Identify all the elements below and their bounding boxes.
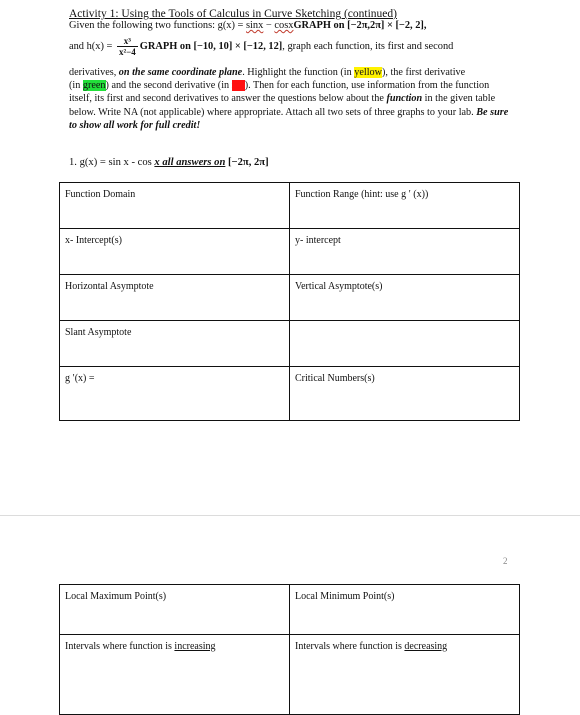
g-prime-cell[interactable]: g ′(x) = <box>60 367 290 421</box>
table-row <box>60 635 520 715</box>
question-1-interval: [−2π, 2π] <box>225 157 269 168</box>
function-range-cell[interactable] <box>290 183 520 229</box>
full-credit-text: Be sure to show all work for full credit! <box>69 106 509 131</box>
table-row <box>60 367 520 421</box>
instruction-paragraph <box>69 66 511 132</box>
sinx-text: sinx <box>246 20 264 31</box>
page-title: Activity 1: Using the Tools of Calculus in Curve Sketching (continued) <box>69 8 397 20</box>
instruction-line-2 <box>69 36 453 57</box>
critical-numbers-cell[interactable]: Critical Numbers(s) <box>290 367 520 421</box>
horizontal-asymptote-cell[interactable]: Horizontal Asymptote <box>60 275 290 321</box>
para-a: derivatives, <box>69 67 119 78</box>
para-d: ), the first derivative <box>381 67 466 78</box>
all-answers-text: x all answers on <box>154 157 226 168</box>
h-fraction <box>117 36 138 57</box>
page-separator <box>0 515 580 516</box>
increasing-word: increasing <box>174 641 216 652</box>
same-plane-text: on the same coordinate plane <box>118 67 243 78</box>
question-1 <box>69 157 269 168</box>
local-maximum-cell[interactable]: Local Maximum Point(s) <box>60 585 290 635</box>
table-row <box>60 275 520 321</box>
vertical-asymptotes-cell[interactable]: Vertical Asymptote(s) <box>290 275 520 321</box>
y-intercept-cell[interactable]: y- intercept <box>290 229 520 275</box>
function-emphasis: function <box>386 93 423 105</box>
fraction-numerator: x³ <box>117 36 138 47</box>
fraction-denominator: x²−4 <box>118 47 136 57</box>
decreasing-intervals-cell[interactable] <box>290 635 520 715</box>
table-row <box>60 321 520 367</box>
graph-window-h: GRAPH on [−10, 10] × [−12, 12] <box>139 40 283 52</box>
red-highlight: red <box>231 80 245 92</box>
para-h: in the given table below. Write NA (not applicable) where appropriate. Attach all two sets of three graphs to your lab. <box>69 93 496 118</box>
answer-table-2 <box>59 584 520 715</box>
increasing-intervals-cell[interactable] <box>60 635 290 715</box>
table-row <box>60 585 520 635</box>
decreasing-word: decreasing <box>404 641 448 652</box>
para-c: . Highlight the function (in <box>242 67 355 78</box>
answer-table-1 <box>59 182 520 421</box>
local-minimum-cell[interactable]: Local Minimum Point(s) <box>290 585 520 635</box>
graph-window-g: GRAPH on [−2π,2π] × [−2, 2], <box>293 20 427 31</box>
minus-text: − <box>263 20 275 31</box>
and-h-text: and h(x) = <box>69 40 115 52</box>
table-row <box>60 183 520 229</box>
page-number: 2 <box>503 556 508 566</box>
slant-asymptote-cell[interactable]: Slant Asymptote <box>60 321 290 367</box>
empty-cell[interactable] <box>290 321 520 367</box>
table-row <box>60 229 520 275</box>
x-intercepts-cell[interactable]: x- Intercept(s) <box>60 229 290 275</box>
green-highlight: green <box>82 80 106 92</box>
line2-rest: , graph each function, its first and second <box>282 40 454 52</box>
decreasing-prefix: Intervals where function is <box>295 641 405 652</box>
cosx-text: cosx <box>274 20 294 31</box>
para-e: (in <box>69 80 83 92</box>
yellow-highlight: yellow <box>354 67 382 78</box>
function-range-label: Function Range (hint: use g ′ (x)) <box>295 189 429 200</box>
para-f: ) and the second derivative (in <box>105 80 232 92</box>
line1-prefix: Given the following two functions: g(x) = <box>69 20 246 31</box>
question-1-prefix: 1. g(x) = sin x - cos <box>69 157 155 168</box>
instruction-line-1 <box>69 20 426 31</box>
function-domain-cell[interactable]: Function Domain <box>60 183 290 229</box>
para-g: ). Then for each function, use information from the function itself, its first and second derivatives to answer the questions below about the <box>69 80 490 105</box>
increasing-prefix: Intervals where function is <box>65 641 175 652</box>
